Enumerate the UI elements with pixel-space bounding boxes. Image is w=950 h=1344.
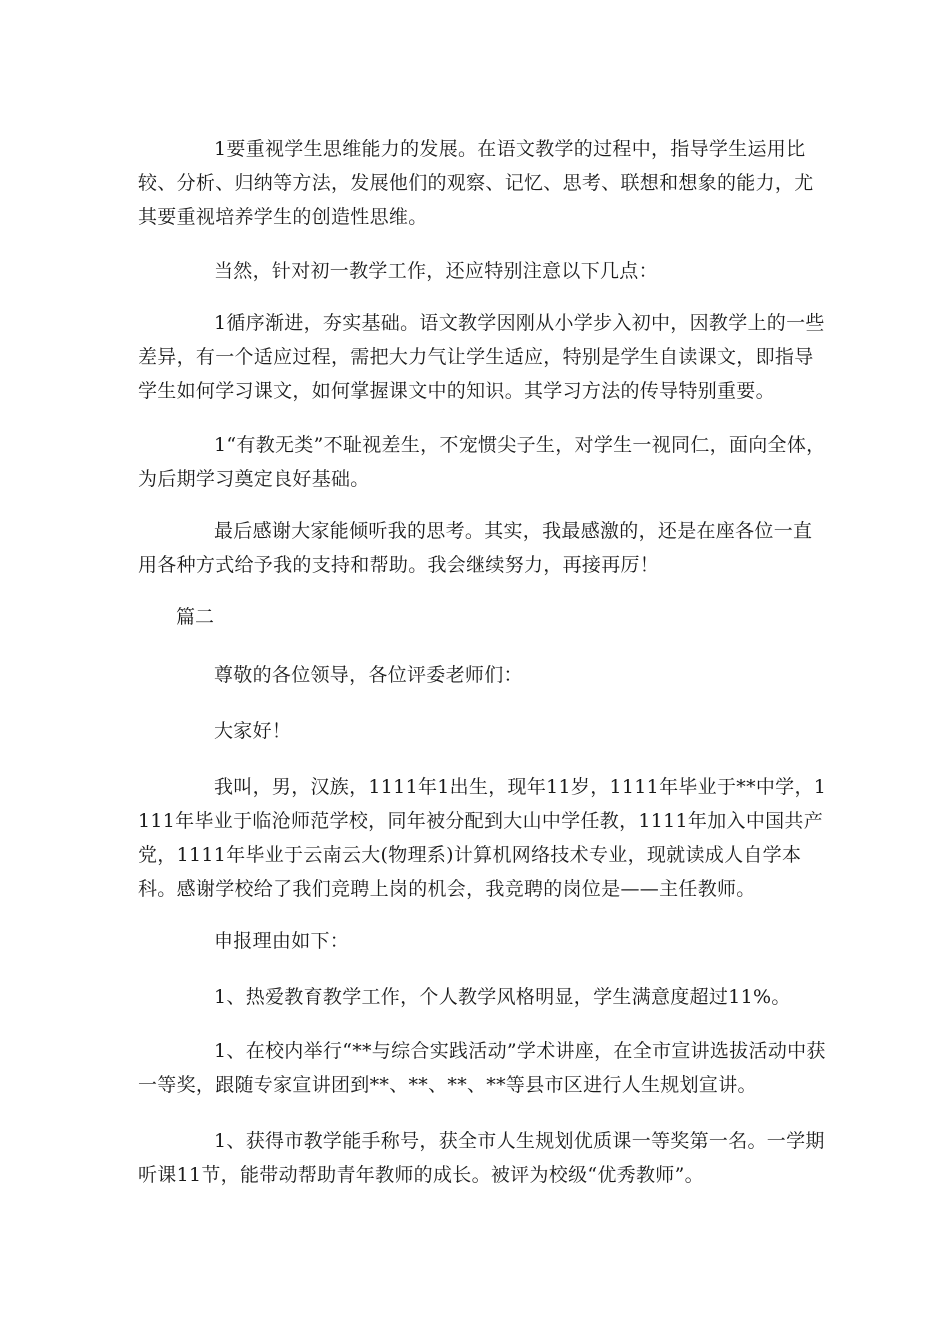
paragraph-thanks: 最后感谢大家能倾听我的思考。其实，我最感激的，还是在座各位一直用各种方式给予我的支持和帮助。我会继续努力，再接再厉！: [138, 520, 813, 576]
paragraph-reason-3: 1、获得市教学能手称号，获全市人生规划优质课一等奖第一名。一学期听课11节，能带动帮助青年教师的成长。被评为校级“优秀教师”。: [138, 1130, 825, 1186]
paragraph-reason-2: 1、在校内举行“**与综合实践活动”学术讲座，在全市宣讲选拔活动中获一等奖，跟随专家宣讲团到**、**、**、**等县市区进行人生规划宣讲。: [138, 1040, 826, 1096]
paragraph-step-by-step: 1循序渐进，夯实基础。语文教学因刚从小学步入初中，因教学上的一些差异，有一个适应过程，需把大力气让学生适应，特别是学生自读课文，即指导学生如何学习课文，如何掌握课文中的知识。其学习方法的传导特别重要。: [138, 312, 825, 402]
paragraph-reason-1: 1、热爱教育教学工作，个人教学风格明显，学生满意度超过11%。: [214, 986, 791, 1008]
paragraph-self-intro: 我叫，男，汉族，1111年1出生，现年11岁，1111年毕业于**中学，1111年毕业于临沧师范学校，同年被分配到大山中学任教，1111年加入中国共产党，1111年毕业于云南云大(物理系)计算机网络技术专业，现就读成人自学本科。感谢学校给了我们竞聘上岗的机会，我竞聘的岗位是——主任教师。: [138, 776, 827, 900]
section-heading: 篇二: [176, 606, 215, 628]
paragraph-greeting: 大家好！: [214, 720, 292, 742]
paragraph-thinking-ability: 1要重视学生思维能力的发展。在语文教学的过程中，指导学生运用比较、分析、归纳等方法，发展他们的观察、记忆、思考、联想和想象的能力，尤其要重视培养学生的创造性思维。: [138, 138, 814, 228]
paragraph-salutation: 尊敬的各位领导，各位评委老师们：: [214, 664, 523, 686]
paragraph-notes-intro: 当然，针对初一教学工作，还应特别注意以下几点：: [214, 260, 658, 282]
paragraph-reasons-intro: 申报理由如下：: [214, 930, 350, 952]
paragraph-equal-treatment: 1“有教无类”不耻视差生，不宠惯尖子生，对学生一视同仁，面向全体，为后期学习奠定良好基础。: [138, 434, 826, 490]
